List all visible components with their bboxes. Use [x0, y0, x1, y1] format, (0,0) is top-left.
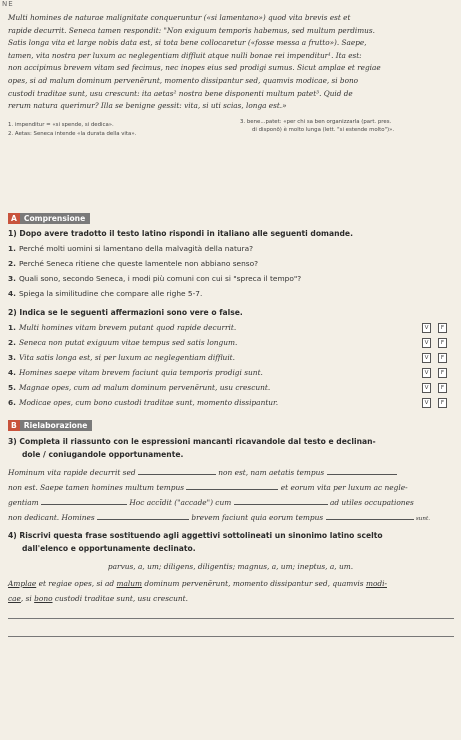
section-a-heading — [8, 213, 90, 224]
summary-text: brevem faciunt quia eorum tempus — [191, 513, 324, 522]
footnote-1: 1. impenditur = «si spende, si dedica». — [8, 122, 114, 128]
underlined-adjective: bono — [34, 594, 53, 603]
true-checkbox[interactable]: V — [422, 323, 431, 333]
section-b-title: Rielaborazione — [23, 421, 88, 430]
underlined-adjective: Amplae — [8, 579, 37, 588]
false-checkbox[interactable]: F — [438, 383, 447, 393]
q1-item-text: Quali sono, secondo Seneca, i modi più comuni con cui si "spreca il tempo"? — [18, 274, 302, 283]
q2-statement-number: 4. — [8, 368, 16, 377]
true-checkbox[interactable]: V — [422, 338, 431, 348]
q2-statement-text: Homines saepe vitam brevem faciunt quia temporis prodigi sunt. — [18, 368, 263, 377]
summary-text: Hominum vita rapide decurrit sed — [8, 468, 136, 477]
true-false-choice — [422, 383, 447, 393]
sentence-text: dominum pervenērunt, momento dissipantur sed, quamvis — [142, 579, 366, 588]
sentence-line-2 — [8, 593, 454, 604]
q2-statement — [8, 337, 448, 348]
summary-blank[interactable] — [326, 511, 414, 520]
summary-blank[interactable] — [327, 466, 397, 475]
q2-statement-number: 5. — [8, 383, 16, 392]
summary-text: et eorum vita per luxum ac negle- — [280, 483, 408, 492]
q2-statement-number: 1. — [8, 323, 16, 332]
q2-statement-text: Multi homines vitam brevem putant quod rapide decurrit. — [18, 323, 237, 332]
q2-statement — [8, 397, 448, 408]
answer-line[interactable] — [8, 618, 454, 619]
question-1: 1) Dopo avere tradotto il testo latino rispondi in italiano alle seguenti domande. — [8, 229, 353, 238]
q2-statement — [8, 322, 448, 333]
true-checkbox[interactable]: V — [422, 368, 431, 378]
question-4-line-1: 4) Riscrivi questa frase sostituendo agli aggettivi sottolineati un sinonimo latino scelto — [8, 531, 383, 540]
false-checkbox[interactable]: F — [438, 398, 447, 408]
false-checkbox[interactable]: F — [438, 323, 447, 333]
passage-line: tamen, vita nostra per luxum ac neglegentiam diffluit atque nulli bonae rei impenditur¹. Ita est: — [8, 50, 362, 60]
footnote-3b: di disponō) è molto lunga (lett. "si estende molto")». — [252, 127, 395, 133]
true-checkbox[interactable]: V — [422, 398, 431, 408]
q1-item-number: 3. — [8, 274, 16, 283]
passage-line: rerum natura querimur? Illa se benigne gessit: vita, si uti scias, longa est.» — [8, 101, 287, 111]
question-2: 2) Indica se le seguenti affermazioni sono vere o false. — [8, 308, 243, 317]
q1-item — [8, 273, 448, 284]
passage-line: rapide decurrit. Seneca tamen respondit: "Non exiguum temporis habemus, sed multum perdimus. — [8, 25, 375, 35]
q1-item-text: Perché molti uomini si lamentano della malvagità della natura? — [18, 244, 254, 253]
summary-text: ad utiles occupationes — [329, 498, 414, 507]
q1-item — [8, 258, 448, 269]
true-false-choice — [422, 368, 447, 378]
q2-statement-number: 2. — [8, 338, 16, 347]
true-checkbox[interactable]: V — [422, 353, 431, 363]
section-b-badge: B — [8, 420, 20, 431]
q1-item-text: Spiega la similitudine che compare alle righe 5-7. — [18, 289, 203, 298]
q2-statement — [8, 352, 448, 363]
summary-text: gentiam — [8, 498, 39, 507]
summary-text: non dedicant. Homines — [8, 513, 95, 522]
summary-line-4 — [8, 511, 454, 525]
summary-blank[interactable] — [41, 496, 127, 505]
passage-line: custodi traditae sunt, usu crescunt: ita aetas² nostra bene disponenti multum patet³. Quid de — [8, 88, 353, 98]
summary-line-3 — [8, 496, 454, 508]
q1-item — [8, 288, 448, 299]
footnote-3a: 3. bene...patet: «per chi sa ben organizzarla (part. pres. — [240, 119, 392, 125]
passage-line: non accipimus brevem vitam sed fecimus, nec inopes eius sed prodigi sumus. Sicut amplae et regiae — [8, 63, 381, 73]
footnote-2: 2. Aetas: Seneca intende «la durata della vita». — [8, 131, 137, 137]
false-checkbox[interactable]: F — [438, 338, 447, 348]
summary-line-2 — [8, 481, 454, 493]
q2-statement-text: Vita satis longa est, si per luxum ac neglegentiam diffluit. — [18, 353, 236, 362]
q1-item-number: 1. — [8, 244, 16, 253]
passage-line: Satis longa vita et large nobis data est, si tota bene collocaretur («fosse messa a frutto»). Saepe, — [8, 38, 367, 48]
summary-text: non est, nam aetatis tempus — [218, 468, 325, 477]
page-header-mark: NE — [2, 0, 14, 8]
q2-statement-text: Seneca non putat exiguum vitae tempus sed satis longum. — [18, 338, 238, 347]
latin-passage — [8, 12, 454, 113]
true-checkbox[interactable]: V — [422, 383, 431, 393]
true-false-choice — [422, 323, 447, 333]
summary-blank[interactable] — [138, 466, 216, 475]
passage-line: opes, si ad malum dominum pervenērunt, momento dissipantur sed, quamvis modicae, si bono — [8, 75, 359, 85]
false-checkbox[interactable]: F — [438, 353, 447, 363]
q2-statement — [8, 367, 448, 378]
false-checkbox[interactable]: F — [438, 368, 447, 378]
section-b-heading — [8, 420, 92, 431]
q1-item — [8, 243, 448, 254]
true-false-choice — [422, 338, 447, 348]
true-false-choice — [422, 398, 447, 408]
sentence-text: custodi traditae sunt, usu crescunt. — [52, 594, 188, 603]
summary-blank[interactable] — [97, 511, 189, 520]
passage-line: Multi homines de naturae malignitate conqueruntur («si lamentano») quod vita brevis est et — [8, 13, 351, 22]
summary-blank[interactable] — [186, 481, 278, 490]
q2-statement-number: 3. — [8, 353, 16, 362]
q2-statement-text: Magnae opes, cum ad malum dominum pervenērunt, usu crescunt. — [18, 383, 271, 392]
underlined-adjective: malum — [116, 579, 142, 588]
sentence-line-1 — [8, 578, 454, 589]
q2-statement — [8, 382, 448, 393]
question-3-line-2: dole / coniugandole opportunamente. — [22, 450, 184, 459]
underlined-adjective: cae — [8, 594, 21, 603]
section-a-badge: A — [8, 213, 20, 224]
answer-line[interactable] — [8, 636, 454, 637]
question-4-line-2: dall'elenco e opportunamente declinato. — [22, 544, 196, 553]
q1-item-text: Perché Seneca ritiene che queste lamentele non abbiano senso? — [18, 259, 259, 268]
summary-text: Hoc accĭdit ("accade") cum — [129, 498, 232, 507]
q2-statement-number: 6. — [8, 398, 16, 407]
sentence-text: et regiae opes, si ad — [36, 579, 117, 588]
summary-blank[interactable] — [234, 496, 328, 505]
q1-item-number: 2. — [8, 259, 16, 268]
question-3-line-1: 3) Completa il riassunto con le espressioni mancanti ricavandole dal testo e declinan- — [8, 437, 376, 446]
synonym-word-list: parvus, a, um; diligens, diligentis; magnus, a, um; ineptus, a, um. — [107, 562, 354, 571]
summary-text: sunt. — [415, 516, 430, 522]
section-a-title: Comprensione — [23, 214, 86, 223]
true-false-choice — [422, 353, 447, 363]
sentence-text: , si — [20, 594, 35, 603]
q1-item-number: 4. — [8, 289, 16, 298]
q2-statement-text: Modicae opes, cum bono custodi traditae sunt, momento dissipantur. — [18, 398, 279, 407]
underlined-adjective: modi- — [365, 579, 387, 588]
summary-line-1 — [8, 466, 454, 478]
summary-text: non est. Saepe tamen homines multum tempus — [8, 483, 185, 492]
